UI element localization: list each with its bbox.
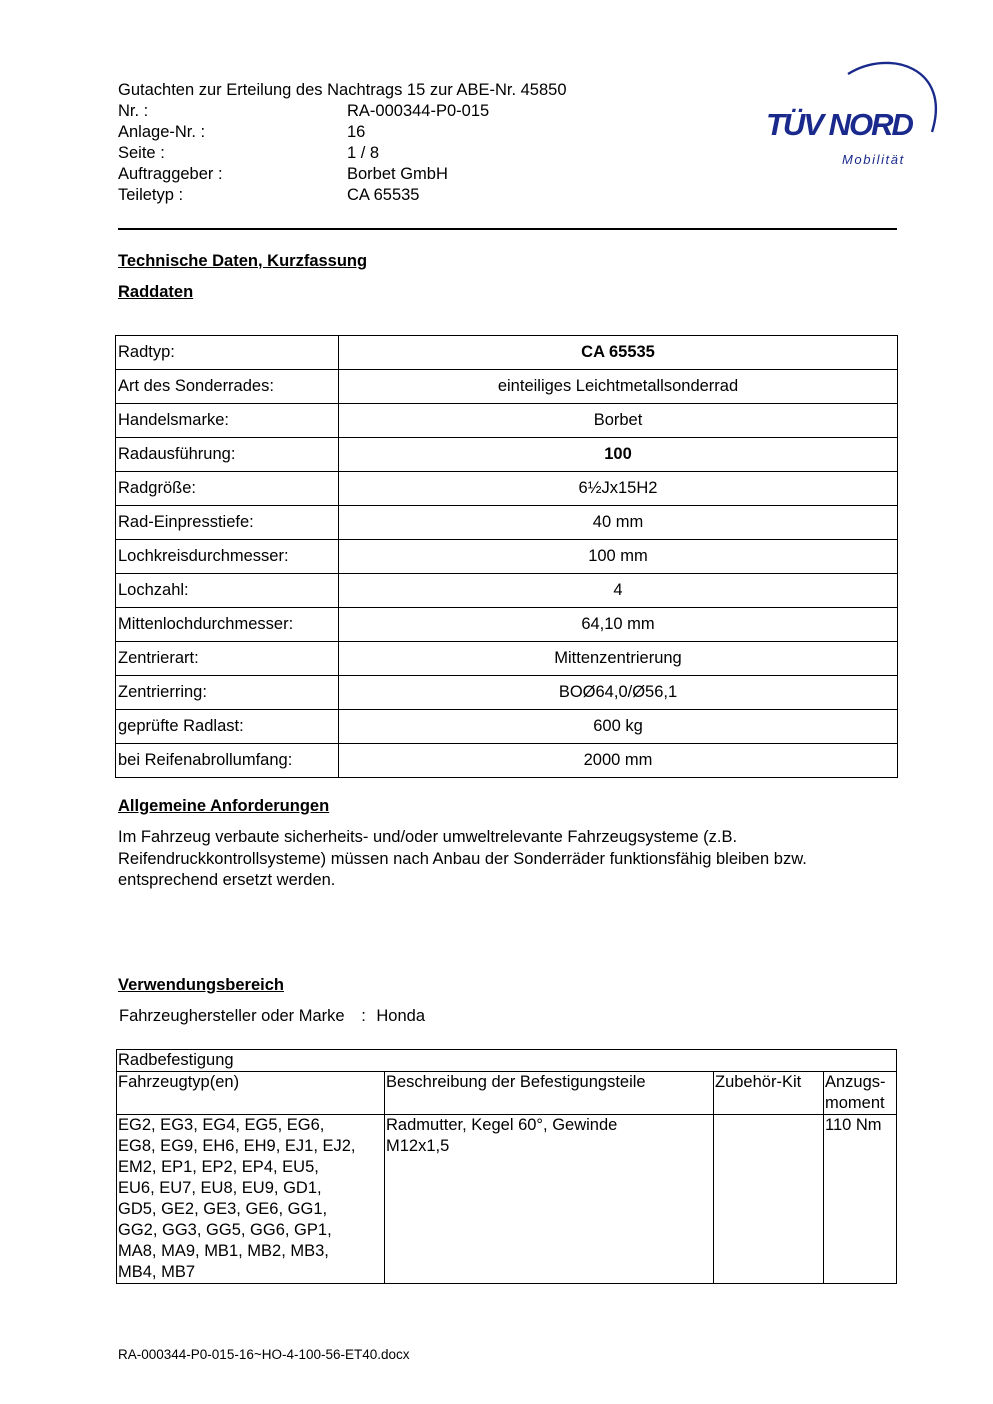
header-label: Seite : [118,144,165,162]
fixing-data-row [117,1115,897,1284]
text-line: entsprechend ersetzt werden. [118,871,336,889]
wheel-row [116,642,898,676]
wheel-row-label: Rad-Einpresstiefe: [116,506,339,540]
wheel-row-value: 40 mm [339,506,898,540]
wheel-row [116,438,898,472]
wheel-row-label: Zentrierart: [116,642,339,676]
wheel-row-label: Lochkreisdurchmesser: [116,540,339,574]
wheel-row-value: 4 [339,574,898,608]
header-row-anlage [118,122,567,143]
types-line: EG2, EG3, EG4, EG5, EG6, [118,1116,325,1134]
description-cell [385,1115,714,1284]
section-heading-general: Allgemeine Anforderungen [118,797,330,815]
wheel-row-value: BOØ64,0/Ø56,1 [339,676,898,710]
wheel-row-label: geprüfte Radlast: [116,710,339,744]
types-line: MB4, MB7 [118,1263,196,1281]
wheel-row [116,540,898,574]
wheel-row-label: Lochzahl: [116,574,339,608]
kit-cell [714,1115,824,1284]
wheel-row-label: Zentrierring: [116,676,339,710]
header-label: Teiletyp : [118,186,184,204]
tuv-nord-logo [760,56,950,176]
header-value: 16 [347,123,366,141]
wheel-row-value: CA 65535 [339,336,898,370]
types-line: MA8, MA9, MB1, MB2, MB3, [118,1242,329,1260]
wheel-row [116,676,898,710]
header-torque-line2: moment [825,1094,885,1112]
header-row-auftraggeber [118,164,567,185]
header-label: Anlage-Nr. : [118,123,206,141]
document-header [118,80,567,206]
wheel-row-label: Art des Sonderrades: [116,370,339,404]
header-row-teiletyp [118,185,567,206]
wheel-row-value: 600 kg [339,710,898,744]
header-label: Nr. : [118,102,149,120]
wheel-row-value: 100 [339,438,898,472]
fixing-header-row [117,1072,897,1115]
document-title: Gutachten zur Erteilung des Nachtrags 15 zur ABE-Nr. 45850 [118,81,567,99]
header-row-seite [118,143,567,164]
wheel-row-value: 64,10 mm [339,608,898,642]
description-line: Radmutter, Kegel 60°, Gewinde [386,1116,618,1134]
maker-label: Fahrzeughersteller oder Marke [119,1007,345,1025]
wheel-row-label: Mittenlochdurchmesser: [116,608,339,642]
header-vehicle-types: Fahrzeugtyp(en) [117,1072,385,1115]
maker-value: Honda [376,1007,426,1025]
header-torque [824,1072,897,1115]
header-torque-line1: Anzugs- [825,1073,886,1091]
header-value: Borbet GmbH [347,165,448,183]
types-line: EM2, EP1, EP2, EP4, EU5, [118,1158,319,1176]
maker-separator: : [361,1007,366,1025]
logo-sub: Mobilität [842,152,905,167]
header-label: Auftraggeber : [118,165,223,183]
wheel-data-table [115,335,898,778]
wheel-row-label: Radausführung: [116,438,339,472]
torque-cell: 110 Nm [824,1115,897,1284]
wheel-row-value: 2000 mm [339,744,898,778]
footer-filename: RA-000344-P0-015-16~HO-4-100-56-ET40.docx [118,1347,410,1362]
wheel-row-label: Handelsmarke: [116,404,339,438]
wheel-row [116,404,898,438]
types-line: EG8, EG9, EH6, EH9, EJ1, EJ2, [118,1137,356,1155]
types-line: GG2, GG3, GG5, GG6, GP1, [118,1221,332,1239]
wheel-row [116,472,898,506]
wheel-row-label: Radtyp: [116,336,339,370]
vehicle-types-cell [117,1115,385,1284]
wheel-row-label: Radgröße: [116,472,339,506]
header-description: Beschreibung der Befestigungsteile [385,1072,714,1115]
wheel-row [116,744,898,778]
wheel-row-value: 100 mm [339,540,898,574]
header-value: CA 65535 [347,186,420,204]
fixing-title: Radbefestigung [117,1050,897,1072]
wheel-row [116,710,898,744]
wheel-row [116,574,898,608]
wheel-row-value: 6½Jx15H2 [339,472,898,506]
text-line: Im Fahrzeug verbaute sicherheits- und/oder umweltrelevante Fahrzeugsysteme (z.B. [118,828,738,846]
wheel-row [116,506,898,540]
section-heading-usage: Verwendungsbereich [118,976,284,994]
wheel-row-value: einteiliges Leichtmetallsonderrad [339,370,898,404]
header-value: 1 / 8 [347,144,380,162]
header-value: RA-000344-P0-015 [347,102,490,120]
types-line: GD5, GE2, GE3, GE6, GG1, [118,1200,328,1218]
fixing-title-row [117,1050,897,1072]
vehicle-maker-line [119,1007,425,1026]
wheel-row-value: Mittenzentrierung [339,642,898,676]
wheel-row [116,608,898,642]
text-line: Reifendruckkontrollsysteme) müssen nach Anbau der Sonderräder funktionsfähig bleiben bzw. [118,849,807,868]
wheel-fixing-table [116,1049,897,1284]
general-requirements-text [118,827,908,892]
wheel-row-value: Borbet [339,404,898,438]
header-divider [118,228,897,230]
wheel-row-label: bei Reifenabrollumfang: [116,744,339,778]
header-row-nr [118,101,567,122]
logo-brand: TÜV NORD [766,107,912,142]
wheel-row [116,370,898,404]
section-heading-tech: Technische Daten, Kurzfassung [118,252,368,270]
description-line: M12x1,5 [386,1137,450,1155]
wheel-row [116,336,898,370]
header-kit: Zubehör-Kit [714,1072,824,1115]
types-line: EU6, EU7, EU8, EU9, GD1, [118,1179,322,1197]
section-heading-wheel: Raddaten [118,283,194,301]
